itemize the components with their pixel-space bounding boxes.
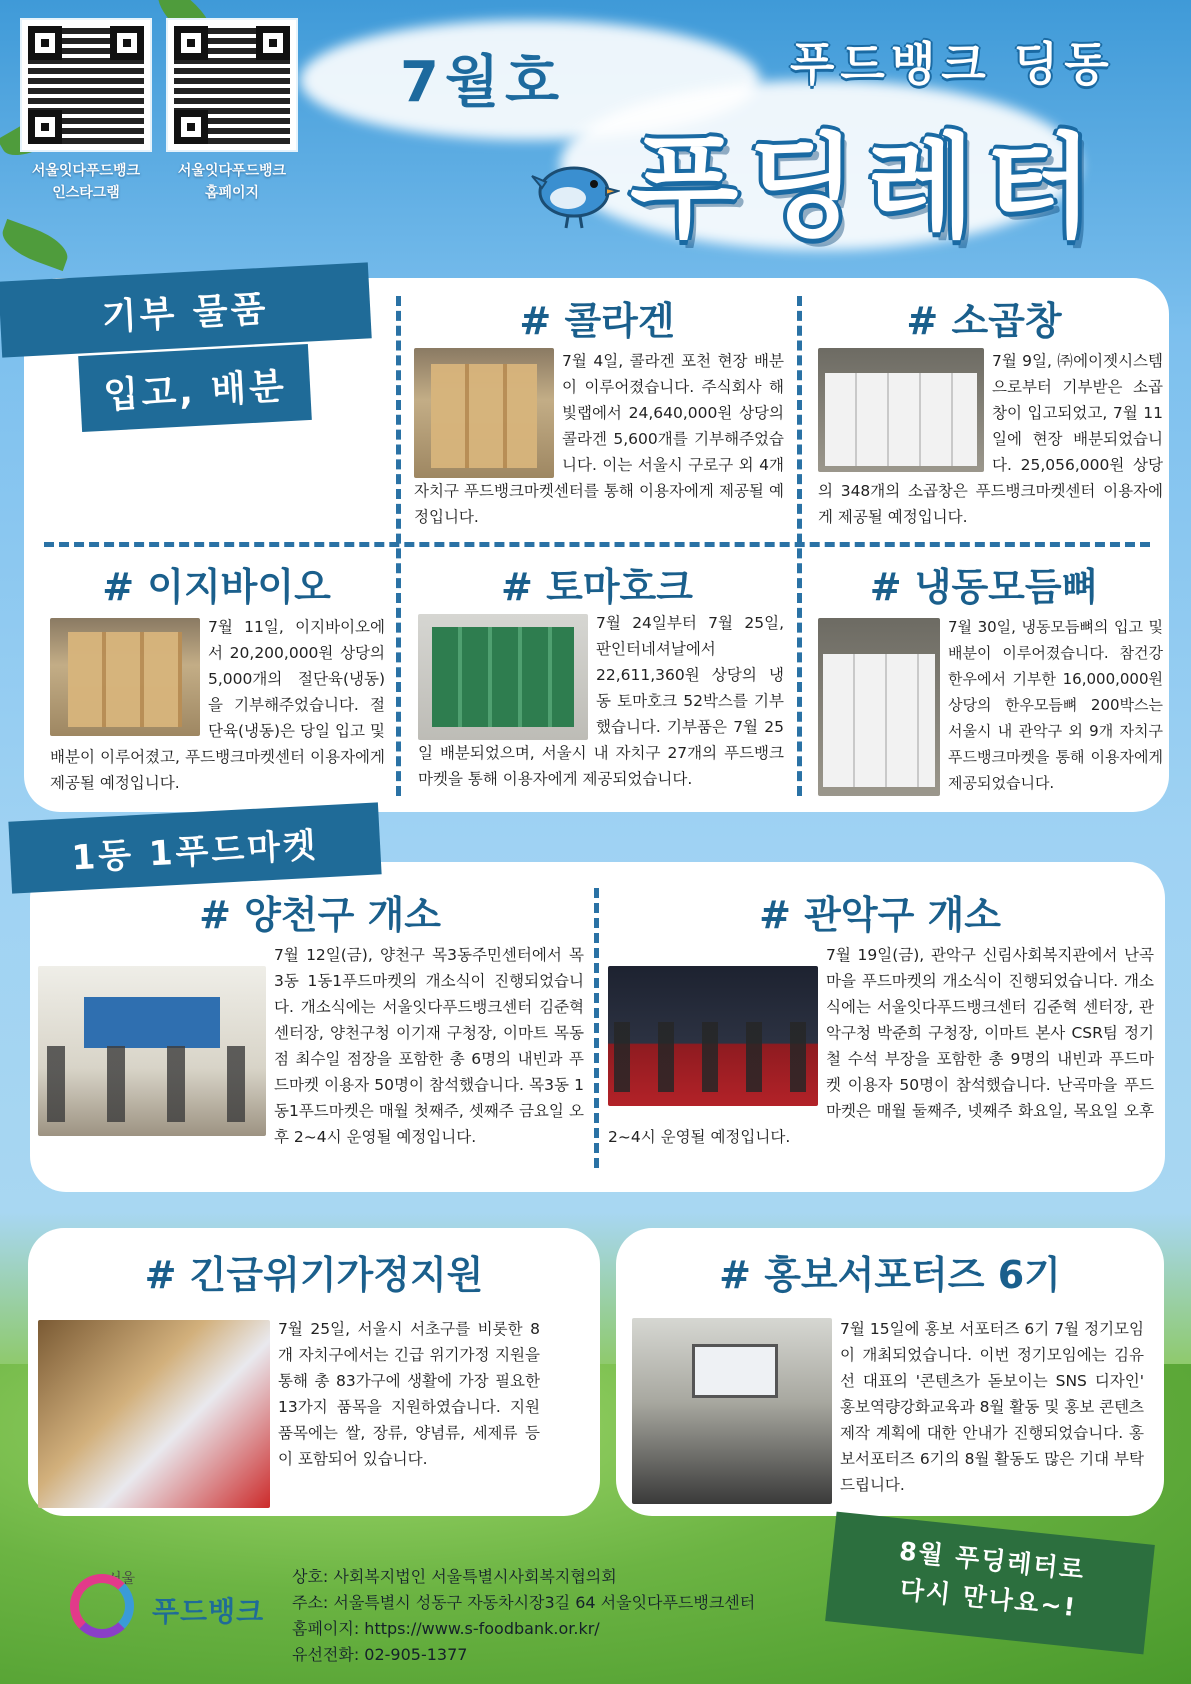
logo-ring-icon <box>70 1574 134 1638</box>
donation-ribbon-bottom: 입고, 배분 <box>78 344 312 432</box>
footer-company: 상호: 사회복지법인 서울특별시사회복지협의회 <box>292 1567 617 1586</box>
section-title-yangcheon: # 양천구 개소 <box>199 893 441 937</box>
brand-subtitle: 푸드뱅크 딩동 <box>790 37 1115 91</box>
footer-phone: 유선전화: 02-905-1377 <box>292 1645 468 1664</box>
section-title-beef-tripe: # 소곱창 <box>906 299 1062 343</box>
qr-finder <box>28 110 62 144</box>
section-title-collagen: # 콜라겐 <box>519 299 675 343</box>
section-title-emergency-support: # 긴급위기가정지원 <box>144 1253 484 1297</box>
emergency-support-text: 7월 25일, 서울시 서초구를 비롯한 8개 자치구에서는 긴급 위기가정 지원을 통해 총 83가구에 생활에 가장 필요한 13가지 품목을 지원하였습니다. 지원 품목에는 쌀, 장류, 양념류, 세제류 등이 포함되어 있습니다. <box>278 1320 540 1468</box>
footer-homepage-link[interactable]: 홈페이지: https://www.s-foodbank.or.kr/ <box>292 1619 600 1638</box>
qr-finder <box>256 26 290 60</box>
yangcheon-text: 7월 12일(금), 양천구 목3동주민센터에서 목3동 1동1푸드마켓의 개소식이 진행되었습니다. 개소식에는 서울잇다푸드뱅크센터 김준혁 센터장, 양천구청 이기재 구청장, 이마트 목동점 최수일 점장을 포함한 총 6명의 내빈과 푸드마켓 이용자 50명이 참석했습니다. 목3동 1동1푸드마켓은 매월 첫째주, 셋째주 금요일 오후 2~4시 운영될 예정입니다. <box>274 946 584 1146</box>
divider-vertical <box>594 888 599 1168</box>
frozen-bones-text: 7월 30일, 냉동모듬뼈의 입고 및 배분이 이루어졌습니다. 참건강한우에서 기부한 16,000,000원 상당의 한우모듬뼈 200박스는 서울시 내 관악구 외 9개 자치구 푸드뱅크마켓을 통해 이용자에게 제공되었습니다. <box>948 618 1163 792</box>
footer-address: 주소: 서울특별시 성동구 자동차시장3길 64 서울잇다푸드뱅크센터 <box>292 1593 756 1612</box>
section-title-frozen-bones: # 냉동모듬뼈 <box>869 565 1099 609</box>
closing-line2: 다시 만나요~! <box>898 1574 1079 1623</box>
qr-pattern <box>28 26 144 144</box>
beef-tripe-text: 7월 9일, ㈜에이젯시스템으로부터 기부받은 소곱창이 입고되었고, 7월 11일에 현장 배분되었습니다. 25,056,000원 상당의 348개의 소곱창은 푸드뱅크마켓센터 이용자에게 제공될 예정입니다. <box>818 352 1163 526</box>
easybio-text: 7월 11일, 이지바이오에서 20,200,000원 상당의 5,000개의 절단육(냉동)을 기부해주었습니다. 절단육(냉동)은 당일 입고 및 배분이 이루어졌고, 푸드뱅크마켓센터 이용자에게 제공될 예정입니다. <box>50 618 385 792</box>
logo-text: 푸드뱅크 <box>152 1595 265 1628</box>
footer-info <box>292 1564 755 1668</box>
divider-horizontal <box>44 542 1150 547</box>
brand-title: 푸딩레터 <box>630 123 1103 253</box>
homepage-qr-code[interactable] <box>168 20 296 150</box>
bird-mascot-icon <box>530 158 620 230</box>
section-title-tomahawk: # 토마호크 <box>501 565 693 609</box>
food-market-ribbon: 1동 1푸드마켓 <box>8 802 381 893</box>
pr-supporters-text: 7월 15일에 홍보 서포터즈 6기 7월 정기모임이 개최되었습니다. 이번 정기모임에는 김유선 대표의 '콘텐츠가 돋보이는 SNS 디자인' 홍보역량강화교육과 8월 활동 및 홍보 콘텐츠 제작 계획에 대한 안내가 진행되었습니다. 홍보서포터즈 6기의 8월 활동도 많은 기대 부탁드립니다. <box>840 1320 1145 1494</box>
qr-pattern <box>174 26 290 144</box>
tomahawk-text: 7월 24일부터 7월 25일, 판인터네셔날에서 22,611,360원 상당의 냉동 토마호크 52박스를 기부했습니다. 기부품은 7월 25일 배분되었으며, 서울시 내 자치구 27개의 푸드뱅크마켓을 통해 이용자에게 제공되었습니다. <box>418 614 784 788</box>
logo-seoul-text: 서울 <box>108 1571 136 1587</box>
collagen-text: 7월 4일, 콜라겐 포천 현장 배분이 이루어졌습니다. 주식회사 해빛랩에서 24,640,000원 상당의 콜라겐 5,600개를 기부해주었습니다. 이는 서울시 구로구 외 4개 자치구 푸드뱅크마켓센터를 통해 이용자에게 제공될 예정입니다. <box>414 352 784 526</box>
instagram-qr-label: 서울잇다푸드뱅크 인스타그램 <box>31 163 141 201</box>
issue-title: 7월호 <box>400 50 566 115</box>
closing-line1: 8월 푸딩레터로 <box>897 1536 1087 1585</box>
section-title-gwanak: # 관악구 개소 <box>759 893 1001 937</box>
instagram-qr-code[interactable] <box>22 20 150 150</box>
foodbank-logo <box>60 1568 290 1638</box>
donation-ribbon-top: 기부 물품 <box>0 262 372 357</box>
homepage-qr-label: 서울잇다푸드뱅크 홈페이지 <box>177 163 287 201</box>
qr-finder <box>174 110 208 144</box>
qr-finder <box>28 26 62 60</box>
qr-finder <box>110 26 144 60</box>
gwanak-text: 7월 19일(금), 관악구 신림사회복지관에서 난곡마을 푸드마켓의 개소식이 진행되었습니다. 개소식에는 서울잇다푸드뱅크센터 김준혁 센터장, 관악구청 박준희 구청장, 이마트 본사 CSR팀 정기철 수석 부장을 포함한 총 9명의 내빈과 푸드마켓 이용자 50명이 참석했습니다. 난곡마을 푸드마켓은 매월 둘째주, 넷째주 화요일, 목요일 오후 2~4시 운영될 예정입니다. <box>608 946 1154 1146</box>
section-title-pr-supporters: # 홍보서포터즈 6기 <box>719 1253 1061 1297</box>
qr-finder <box>174 26 208 60</box>
leaf-decoration <box>0 219 73 271</box>
section-title-easybio: # 이지바이오 <box>102 565 331 609</box>
